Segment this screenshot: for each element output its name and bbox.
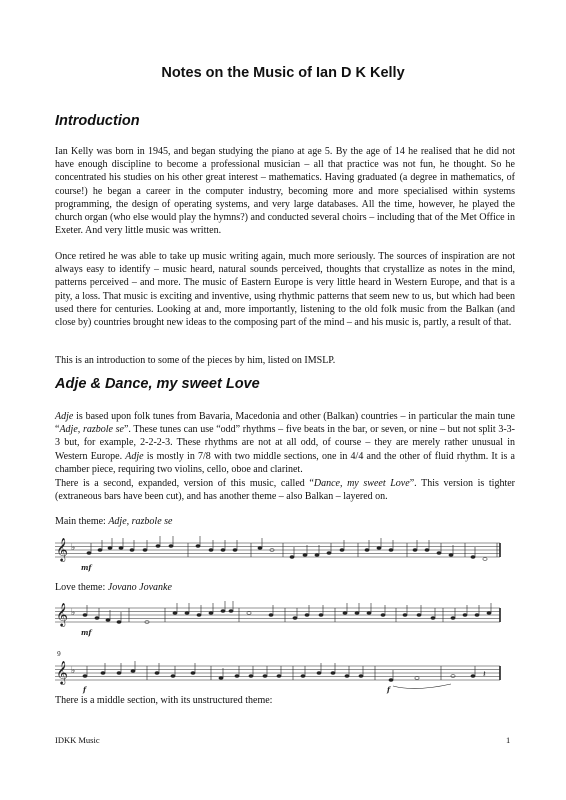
treble-clef-icon: 𝄞 (56, 537, 68, 561)
main-theme-title: Adje, razbole se (108, 516, 173, 527)
dynamic-marking: mf (81, 628, 92, 637)
rest-icon: 𝄽 (483, 670, 486, 680)
intro-paragraph-3: This is an introduction to some of the pieces by him, listed on IMSLP. (55, 355, 336, 366)
footer-left: IDKK Music (55, 735, 100, 745)
adje-paragraph-2 (55, 477, 515, 503)
treble-clef-icon: 𝄞 (56, 602, 68, 626)
page-number: 1 (506, 735, 511, 745)
adje-paragraph-1 (55, 410, 515, 476)
adje-text: is based upon folk tunes from Bavaria, Macedonia and other (Balkan) countries – in particular the main tune “ (55, 411, 515, 436)
adje-title-italic: Adje (125, 450, 144, 462)
adje-title-italic: Adje (55, 411, 74, 422)
intro-paragraph-2: Once retired he was able to take up music writing again, much more seriously. The sources of inspiration are not always easy to identify – music heard, natural sounds perceived, thoughts that crystallize as notes in the mind, patterns perceived – and more. The music of Eastern Europe is very little heard in Western Europe, and that is a pity, a loss. That music is exciting and inventive, using rhythmic patterns that seem new to us, but which had been used there for centuries. Looking at and, more importantly, listening to the old folk music from the Balkan (and close by) countries brought new ideas to the composing part of the mind – and his music is, partly, a result of that. (55, 251, 515, 329)
intro-heading: Introduction (55, 113, 140, 129)
treble-clef-icon: 𝄞 (56, 660, 68, 684)
adje-tune-title: Adje, razbole se (59, 424, 124, 436)
music-staff-main-theme (55, 526, 515, 586)
dance-text: There is a second, expanded, version of this music, called “ (55, 478, 314, 489)
adje-text: ”. These tunes can use “odd” rhythms – five beats in the bar, or seven, or nine – but not split 3-3-3 but, for example, 2-2-2-3. These rhythms are not at all odd, of course – they are merely rather unusual in Western Europe. (55, 424, 515, 462)
flat-icon: ♭ (71, 666, 76, 676)
intro-paragraph-1: Ian Kelly was born in 1945, and began studying the piano at age 5. By the age of 14 he realised that he did not have enough discipline to become a professional musician – all that practice was not fun, he thought. So he concentrated his studies on his other great interest – mathematics. Having graduated (a degree in mathematics, of course!) he began a career in the computer industry, becoming more and more specialised within systems programming, the design of operating systems, and very large databases. All the time, however, he played the church organ (who else would play the hymns?) and conducted several choirs – including that of the Met Office in Exeter. And very little music was written. (55, 146, 515, 237)
middle-section-text: There is a middle section, with its unstructured theme: (55, 695, 273, 706)
flat-icon: ♭ (71, 608, 76, 618)
notes-staff-3 (83, 661, 475, 682)
adje-text: is mostly in 7/8 with two middle sections, one in 4/4 and the other of fluid rhythm. It is a chamber piece, requiring two violins, cello, oboe and clarinet. (55, 450, 515, 475)
adje-heading: Adje & Dance, my sweet Love (55, 376, 260, 392)
love-theme-prefix: Love theme: (55, 582, 108, 593)
page-title: Notes on the Music of Ian D K Kelly (161, 65, 405, 81)
system-number: 9 (57, 651, 61, 658)
love-theme-title: Jovano Jovanke (107, 582, 172, 593)
music-staff-love-theme (55, 591, 515, 651)
dynamic-marking: mf (81, 563, 92, 572)
dynamic-marking: f (83, 685, 87, 694)
dynamic-marking: f (387, 685, 391, 694)
dance-text: ”. This version is tighter (extraneous bars have been cut), and has another theme – also Balkan – layered on. (55, 478, 516, 503)
tie-icon (393, 684, 451, 689)
notes-staff-2 (83, 601, 491, 624)
dance-title: Dance, my sweet Love (313, 478, 410, 489)
main-theme-prefix: Main theme: (55, 516, 109, 527)
flat-icon: ♭ (71, 543, 76, 553)
